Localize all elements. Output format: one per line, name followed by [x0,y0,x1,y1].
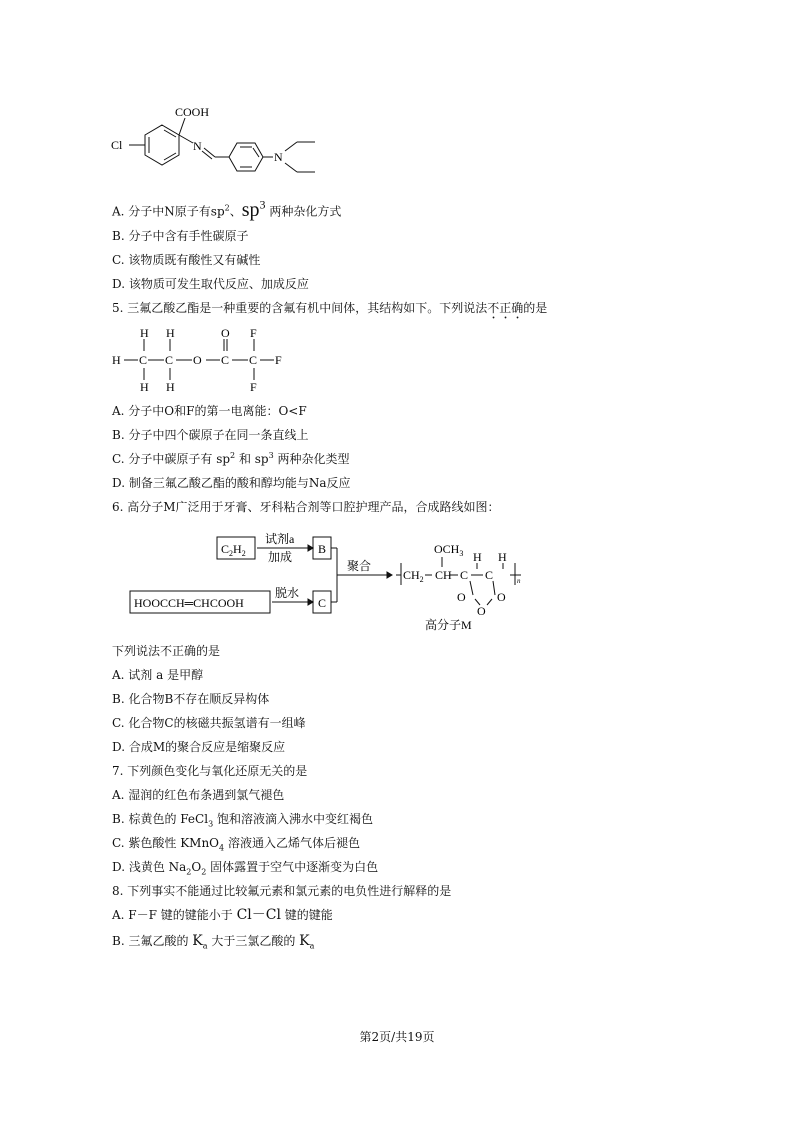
synthesis-scheme-q6 [125,525,545,635]
svg-text:C: C [249,353,258,367]
svg-text:H: H [140,380,149,394]
addition-label: 加成 [268,550,293,564]
svg-text:F: F [250,326,257,340]
och3-label: $OCH_3$ [434,542,464,558]
q5-option-c: C. 分子中碳原子有 $sp^2$ 和 $sp^3$ 两种杂化类型 [112,451,350,466]
molecule-structure-q4 [105,100,335,185]
svg-text:O: O [193,353,202,367]
q6-option-a: A. 试剂 a 是甲醇 [112,668,204,682]
imine-n-label: N [193,139,202,153]
cooh-label: COOH [175,105,210,119]
dehydrate-label: 脱水 [275,586,300,600]
svg-text:O: O [221,326,230,340]
ch2-label: $CH_2$ [403,568,424,584]
q5-option-b: B. 分子中四个碳原子在同一条直线上 [112,428,309,442]
svg-text:H: H [473,550,482,564]
q8-option-a: A. F－F 键的键能小于 Cl－Cl 键的键能 [112,907,333,923]
q4-option-a: A. 分子中N原子有$sp^2$、$sp^3$ 两种杂化方式 [112,197,342,221]
amine-n-label: N [274,150,283,164]
q7-option-c: C. 紫色酸性 KMnO$_4$ 溶液通入乙烯气体后褪色 [112,836,360,853]
page-footer: 第2页/共19页 [359,1030,435,1044]
q6-sub-stem: 下列说法不正确的是 [112,644,221,658]
q7-option-b: B. 棕黄色的 FeCl$_3$ 饱和溶液滴入沸水中变红褐色 [112,812,373,829]
maleic-acid-label: HOOCCH═CHCOOH [134,596,244,610]
q5-option-d: D. 制备三氟乙酸乙酯的酸和醇均能与Na反应 [112,476,351,490]
molecule-structure-q5 [108,325,298,395]
q7-option-a: A. 湿润的红色布条遇到氯气褪色 [112,788,285,802]
q6-option-c: C. 化合物C的核磁共振氢谱有一组峰 [112,716,306,730]
svg-text:H: H [112,353,121,367]
q4-option-d: D. 该物质可发生取代反应、加成反应 [112,277,309,291]
svg-text:O: O [497,590,506,604]
reagent-a-label: 试剂a [265,532,295,546]
svg-text:C: C [139,353,148,367]
q7-option-d: D. 浅黄色 $Na_2O_2$ 固体露置于空气中逐渐变为白色 [112,860,379,877]
svg-text:H: H [140,326,149,340]
svg-text:O: O [477,604,486,618]
svg-text:C: C [165,353,174,367]
q5-stem: 5. 三氟乙酸乙酯是一种重要的含氟有机中间体，其结构如下。下列说法不正确的是 [112,301,548,315]
ch-label: CH [435,568,452,582]
compound-c: C [318,596,327,610]
cl-label: Cl [111,138,123,152]
c2h2-label: $C_2H_2$ [221,542,246,558]
svg-text:F: F [250,380,257,394]
svg-text:H: H [498,550,507,564]
polymer-m-label: 高分子M [425,618,472,632]
q6-stem: 6. 高分子M广泛用于牙膏、牙科粘合剂等口腔护理产品，合成路线如图： [112,500,500,514]
svg-text:O: O [457,590,466,604]
polymerize-label: 聚合 [347,559,372,573]
q6-option-d: D. 合成M的聚合反应是缩聚反应 [112,740,286,754]
q7-stem: 7. 下列颜色变化与氧化还原无关的是 [112,764,308,778]
svg-text:n: n [517,577,521,585]
q6-option-b: B. 化合物B不存在顺反异构体 [112,692,270,706]
svg-text:H: H [166,326,175,340]
q8-option-b: B. 三氟乙酸的 $K_a$ 大于三氯乙酸的 $K_a$ [112,933,315,951]
compound-b: B [318,542,327,556]
svg-text:C: C [221,353,230,367]
q5-option-a: A. 分子中O和F的第一电离能：O<F [112,404,307,418]
svg-text:C: C [485,568,494,582]
svg-text:C: C [460,568,469,582]
q4-option-c: C. 该物质既有酸性又有碱性 [112,253,261,267]
svg-text:F: F [275,353,282,367]
q4-option-b: B. 分子中含有手性碳原子 [112,229,249,243]
svg-text:H: H [166,380,175,394]
q8-stem: 8. 下列事实不能通过比较氟元素和氯元素的电负性进行解释的是 [112,884,452,898]
